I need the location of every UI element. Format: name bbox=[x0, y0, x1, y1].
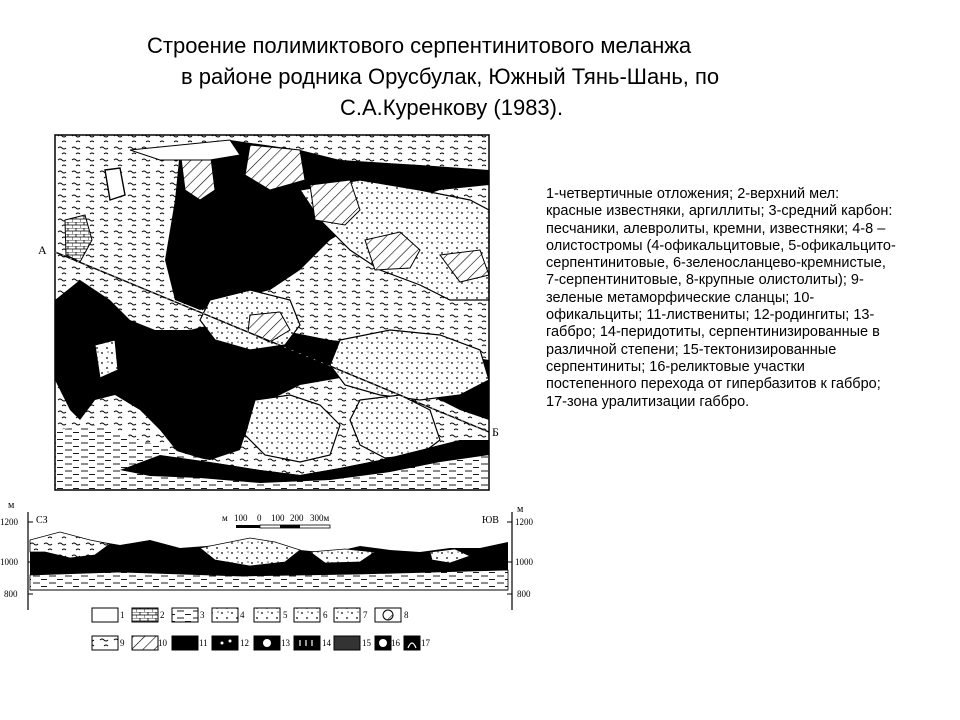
legend-swatches bbox=[92, 608, 431, 650]
legend-item-15 bbox=[334, 636, 372, 650]
svg-text:4: 4 bbox=[240, 610, 245, 620]
legend-item-6 bbox=[294, 608, 328, 622]
section-unit-left: м bbox=[8, 500, 15, 511]
legend-item-12 bbox=[212, 636, 249, 650]
figure bbox=[0, 120, 960, 665]
legend-item-16 bbox=[375, 636, 401, 650]
title-line-3: С.А.Куренкову (1983). bbox=[340, 95, 564, 120]
elev-left-800: 800 bbox=[4, 589, 18, 599]
legend-item-4 bbox=[212, 608, 245, 622]
legend-item-9 bbox=[92, 636, 125, 650]
legend-item-10 bbox=[132, 636, 168, 650]
legend-item-14 bbox=[294, 636, 332, 650]
legend-item-1 bbox=[92, 608, 125, 622]
legend-description-text: 1-четвертичные отложения; 2-верхний мел: красные известняки, аргиллиты; 3-средний карбон: песчаники, алевролиты, кремни, известняки; 4-8 – олистостромы (4-офикальцитовые, 5-офикальцито-серпентинитовые, 6-зеленосланцево-кремнистые, 7-серпентинитовые, 8-крупные олистолиты); 9-зеленые метаморфические сланцы; 10-офикальциты; 11-листвениты; 12-родингиты; 13-габбро; 14-перидотиты, серпентинизированные в различной степени; 15-тектонизированные серпентиниты; 16-реликтовые участки постепенного перехода от гипербазитов к габбро; 17-зона уралитизации габбро. bbox=[546, 186, 896, 410]
svg-text:17: 17 bbox=[421, 638, 430, 648]
svg-text:13: 13 bbox=[281, 638, 290, 648]
elev-right-1200: 1200 bbox=[515, 517, 533, 527]
svg-text:1: 1 bbox=[120, 610, 125, 620]
svg-text:15: 15 bbox=[362, 638, 371, 648]
elev-right-1000: 1000 bbox=[515, 557, 533, 567]
scale-label-100a: 100 bbox=[234, 513, 248, 523]
svg-text:16: 16 bbox=[391, 638, 400, 648]
svg-text:9: 9 bbox=[120, 638, 125, 648]
point-a-label: А bbox=[38, 243, 47, 257]
point-b-label: Б bbox=[492, 425, 499, 439]
legend-item-2 bbox=[132, 608, 165, 622]
cross-section bbox=[0, 500, 534, 610]
svg-text:6: 6 bbox=[323, 610, 328, 620]
elev-left-1000: 1000 bbox=[0, 557, 18, 567]
scale-bar bbox=[222, 513, 330, 528]
svg-text:11: 11 bbox=[199, 638, 208, 648]
geologic-figure bbox=[0, 120, 960, 660]
geologic-map bbox=[38, 135, 499, 490]
svg-text:7: 7 bbox=[363, 610, 368, 620]
svg-text:12: 12 bbox=[240, 638, 249, 648]
legend-item-11 bbox=[172, 636, 208, 650]
svg-text:3: 3 bbox=[200, 610, 205, 620]
svg-text:8: 8 bbox=[404, 610, 409, 620]
legend-item-17 bbox=[404, 636, 431, 650]
svg-text:5: 5 bbox=[283, 610, 288, 620]
svg-text:10: 10 bbox=[158, 638, 167, 648]
legend-item-5 bbox=[254, 608, 288, 622]
legend-item-7 bbox=[334, 608, 368, 622]
direction-se: ЮВ bbox=[482, 515, 499, 526]
legend-item-13 bbox=[254, 636, 291, 650]
svg-text:2: 2 bbox=[160, 610, 165, 620]
title-line-2: в районе родника Орусбулак, Южный Тянь-Шань, по bbox=[181, 64, 720, 89]
direction-nw: СЗ bbox=[36, 515, 48, 526]
title-line-1: Строение полимиктового серпентинитового меланжа bbox=[147, 33, 692, 58]
svg-text:14: 14 bbox=[322, 638, 331, 648]
elev-right-800: 800 bbox=[517, 589, 531, 599]
section-unit-right: м bbox=[517, 504, 524, 515]
scale-label-200: 200 bbox=[290, 513, 304, 523]
scale-label-300: 300м bbox=[310, 513, 330, 523]
elev-left-1200: 1200 bbox=[0, 517, 18, 527]
scale-unit: м bbox=[222, 513, 228, 523]
legend-item-3 bbox=[172, 608, 205, 622]
scale-label-100b: 100 bbox=[271, 513, 285, 523]
legend-item-8 bbox=[375, 608, 409, 622]
scale-label-0: 0 bbox=[257, 513, 262, 523]
